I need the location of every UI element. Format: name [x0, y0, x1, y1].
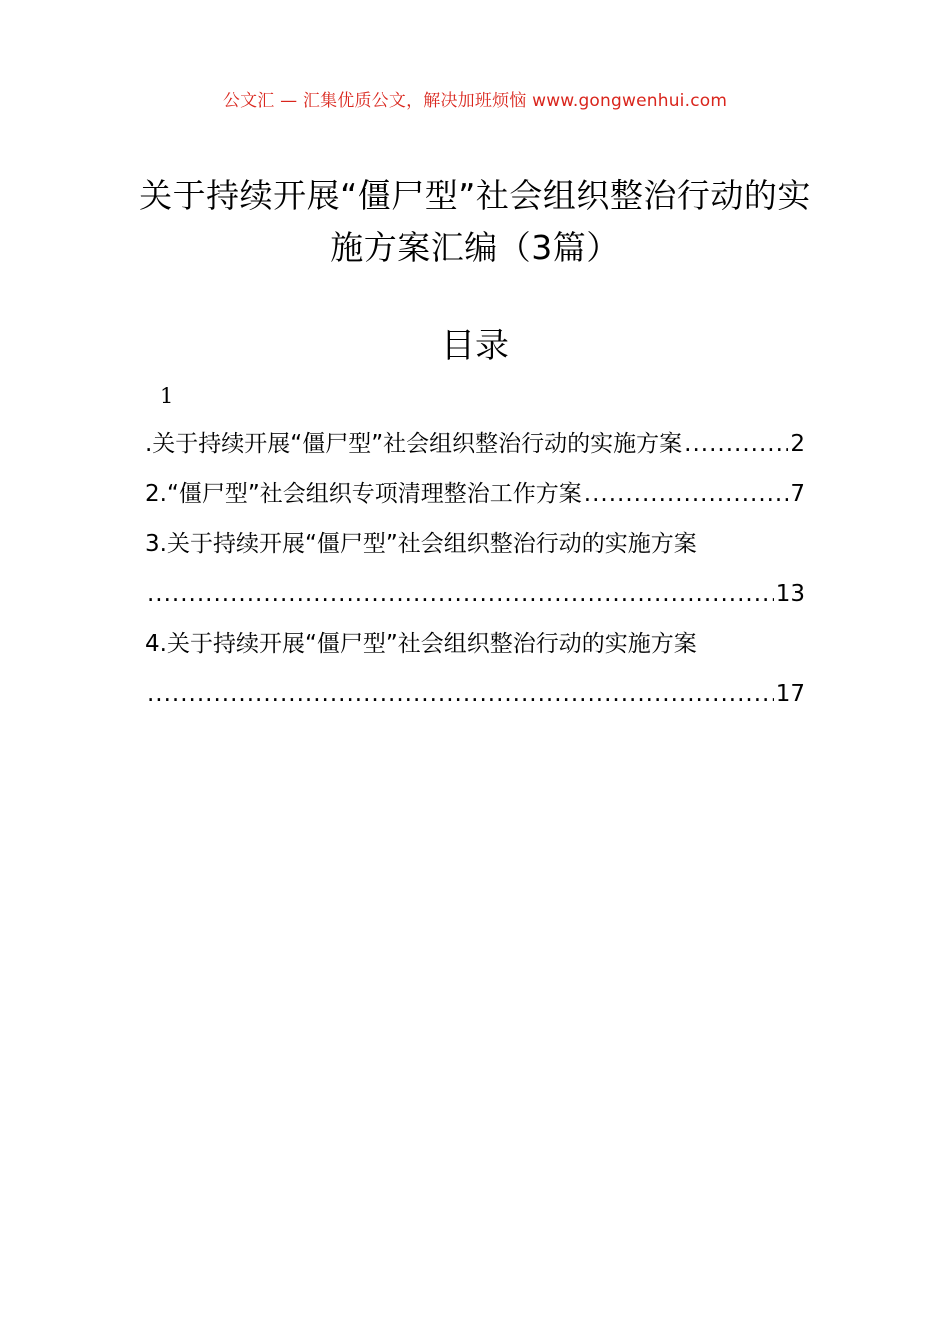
toc-entry-page: 13: [775, 581, 805, 607]
toc-entry[interactable]: [145, 469, 805, 519]
toc-dot-leader: [147, 569, 774, 619]
toc-dot-leader: [147, 669, 774, 719]
toc-entry[interactable]: [145, 619, 805, 669]
site-banner: 公文汇 — 汇集优质公文，解决加班烦恼 www.gongwenhui.com: [222, 91, 728, 111]
toc-entry-page: 17: [775, 681, 805, 707]
document-title: 关于持续开展“僵尸型”社会组织整治行动的实施方案汇编（3篇）: [139, 176, 811, 267]
toc-dot-leader: [684, 419, 788, 469]
toc-entry-label: 4.关于持续开展“僵尸型”社会组织整治行动的实施方案: [145, 631, 697, 657]
toc-entry-label: 2.“僵尸型”社会组织专项清理整治工作方案: [145, 481, 582, 507]
toc-entry-page: 2: [790, 431, 805, 457]
toc-dot-leader: [584, 469, 789, 519]
toc-heading: 目录: [441, 326, 509, 366]
toc-list: [145, 419, 805, 719]
toc-entry[interactable]: [145, 519, 805, 569]
toc-entry-label: 3.关于持续开展“僵尸型”社会组织整治行动的实施方案: [145, 531, 697, 557]
toc-entry-number: 1: [160, 384, 174, 408]
toc-entry-continuation[interactable]: [145, 569, 805, 619]
toc-entry-page: 7: [790, 481, 805, 507]
toc-entry[interactable]: [145, 419, 805, 469]
toc-entry-label: .关于持续开展“僵尸型”社会组织整治行动的实施方案: [145, 431, 683, 457]
toc-entry-continuation[interactable]: [145, 669, 805, 719]
